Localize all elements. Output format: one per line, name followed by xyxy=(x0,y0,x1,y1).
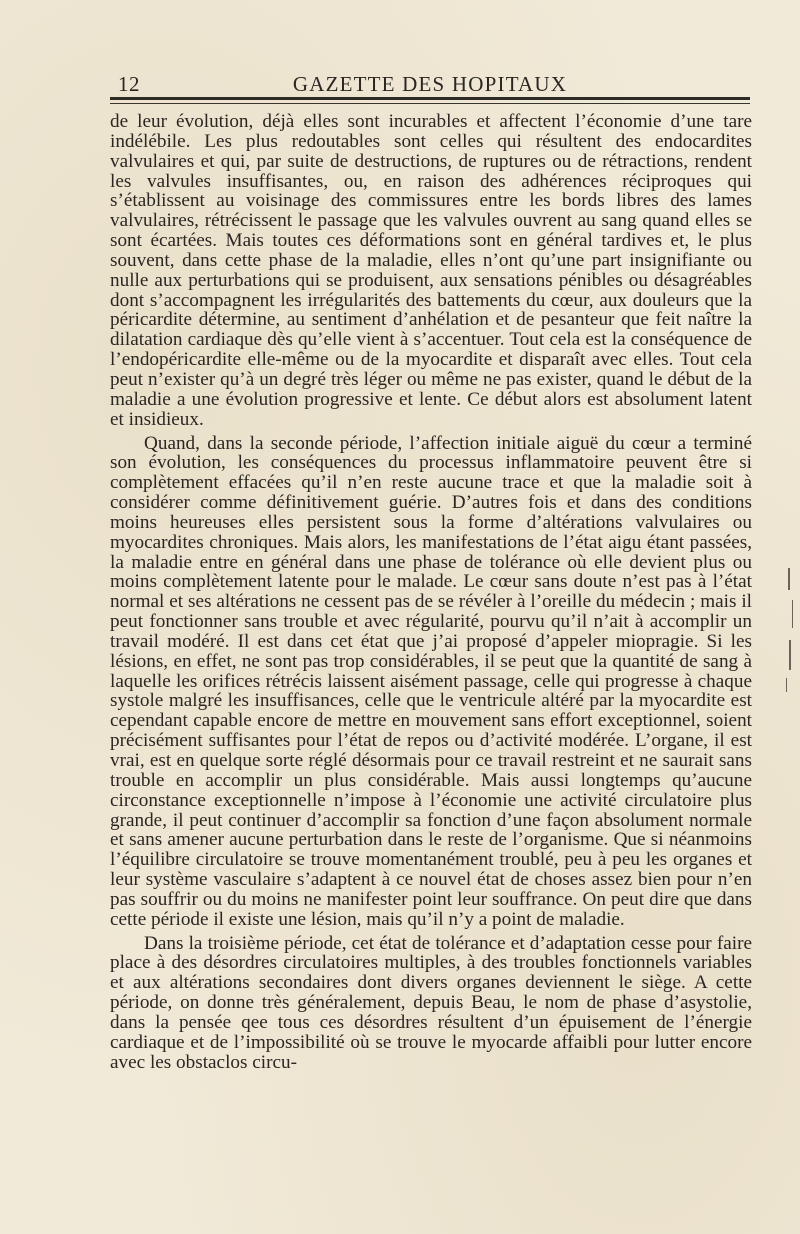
running-title: GAZETTE DES HOPITAUX xyxy=(292,72,568,96)
paragraph-third-period: Dans la troisième période, cet état de tolérance et d’adaptation cesse pour faire place à des désordres circulatoires multiples, à des troubles fonctionnels variables et aux altérations secondaires dont divers organes deviennent le siège. A cette période, on donne très généralement, depuis Beau, le nom de phase d’asystolie, dans la pensée qee tous ces désordres résultent d’un épuisement de l’énergie cardiaque et de l’impossibilité où se trouve le myocarde affaibli pour lutter encore avec les obstaclos circu- xyxy=(110,932,752,1073)
page-header xyxy=(112,68,748,96)
page-number: 12 xyxy=(118,72,140,96)
header-rule-thin xyxy=(110,103,750,104)
article-body xyxy=(110,112,752,1073)
margin-binding-marks xyxy=(784,560,800,720)
paragraph-second-period: Quand, dans la seconde période, l’affection initiale aiguë du cœur a terminé son évolution, les conséquences du processus inflammatoire peuvent être si complètement effacées qu’il n’en reste aucune trace et que la maladie soit à considérer comme définitivement guérie. D’autres fois et dans des conditions moins heureuses elles persistent sous la forme d’altérations valvulaires ou myocardites chroniques. Mais alors, les manifestations de l’état aigu étant passées, la maladie entre en général dans une phase de tolérance où elle devient plus ou moins complètement latente pour le malade. Le cœur sans doute n’est pas à l’état normal et ses altérations ne cessent pas de se révéler à l’oreille du médecin ; mais il peut fonctionner sans trouble et avec régularité, pourvu qu’il n’ait à accomplir un travail modéré. Il est dans cet état que j’ai proposé d’appeler miopragie. Si les lésions, en effet, ne sont pas trop considérables, il se peut que la quantité de sang à laquelle les orifices rétrécis laissent aisément passage, celle qui progresse à chaque systole malgré les insuffisances, celle que le ventricule altéré par la myocardite est cependant capable encore de mettre en mouvement sans effort exceptionnel, soient précisément suffisantes pour l’état de repos ou d’activité modérée. L’organe, il est vrai, est en quelque sorte réglé désormais pour ce travail restreint et ne saurait sans trouble en accomplir un plus considérable. Mais aussi longtemps qu’aucune circonstance exceptionnelle n’impose à l’économie une activité circulatoire plus grande, il peut continuer d’accomplir sa fonction d’une façon absolument normale et sans amener aucune perturbation dans le reste de l’organisme. Que si néanmoins l’équilibre circulatoire se trouve momentanément troublé, peu à peu les organes et leur système vasculaire s’adaptent à ce nouvel état de choses assez bien pour n’en pas souffrir ou du moins ne manifester point leur souffrance. On peut dire que dans cette période il existe une lésion, mais qu’il n’y a point de maladie. xyxy=(110,432,752,930)
header-rule-thick xyxy=(110,97,750,100)
paragraph-continuation: de leur évolution, déjà elles sont incurables et affectent l’économie d’une tare indélébile. Les plus redoutables sont celles qui résultent des endocardites valvulaires et qui, par suite de destructions, de ruptures ou de rétractions, rendent les valvules insuffisantes, ou, en raison des adhérences réciproques qui s’établissent au voisinage des commissures entre les bords libres des lames valvulaires, rétrécissent le passage que les valvules ouvrent au sang quand elles se sont écartées. Mais toutes ces déformations sont en général tardives et, le plus souvent, dans cette phase de la maladie, elles n’ont qu’une part insignifiante ou nulle aux perturbations qui se produisent, aux sensations pénibles ou désagréables dont s’accompagnent les irrégularités des battements du cœur, aux douleurs que la péricardite détermine, au sentiment d’anhélation et de pesanteur que feit naître la dilatation cardiaque dès qu’elle vient à s’accentuer. Tout cela est la conséquence de l’endopéricardite elle-même ou de la myocardite et disparaît avec elles. Tout cela peut n’exister qu’à un degré très léger ou même ne pas exister, quand le début de la maladie a une évolution progressive et lente. Ce début alors est absolument latent et insidieux. xyxy=(110,111,752,430)
